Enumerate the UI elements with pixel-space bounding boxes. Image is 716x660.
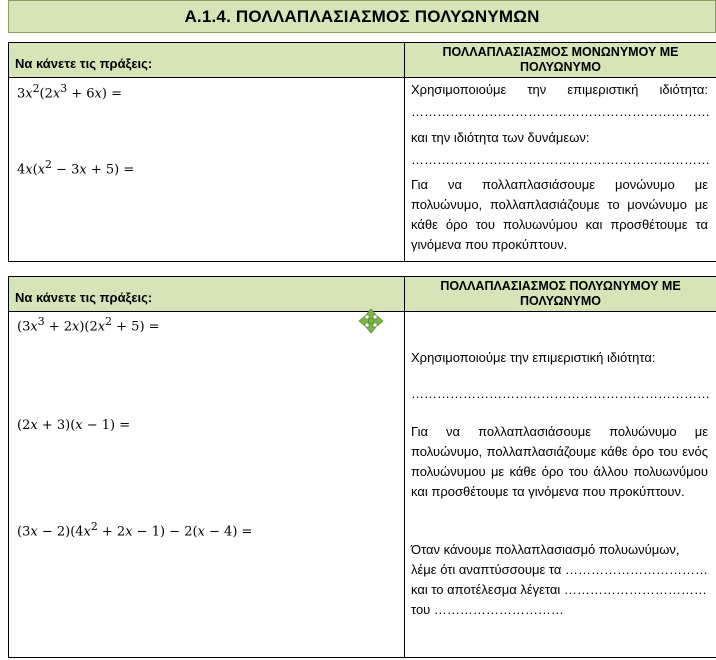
theory-paragraph: Για να πολλαπλασιάσουμε πολυώνυμο με πολυώνυμο, πολλαπλασιάζουμε κάθε όρο του ενός πολυώνυμου με κάθε όρο του άλλου πολυωνύμου και προσθέτουμε τα γινόμενα που προκύπτουν. [411,424,708,499]
theory-header: ΠΟΛΛΑΠΛΑΣΙΑΣΜΟΣ ΠΟΛΥΩΝΥΜΟΥ ΜΕ ΠΟΛΥΩΝΥΜΟ [405,277,716,312]
fill-in-dots: …………………………………………………………… [411,104,710,119]
exercise-1: $3x^2(2x^3 + 6x)$ = [17,82,122,102]
exercise-2: $4x(x^2 - 3x + 5)$ = [17,158,135,178]
theory-paragraph: Για να πολλαπλασιάσουμε μονώνυμο με πολυώνυμο, πολλαπλασιάζουμε το μονώνυμο με κάθε όρο του πολυωνύμου και προσθέτουμε τα γινόμενα που προκύπτουν. [411,177,708,252]
theory-cell [405,312,716,658]
exercise-5: $(3x - 2)(4x^2 + 2x - 1) - 2(x - 4)$ = [17,520,253,540]
theory-line: και την ιδιότητα των δυνάμεων: [411,130,590,145]
exercises-cell[interactable] [9,78,405,262]
theory-cell [405,78,716,262]
fill-in-dots: …………………………………………………………… [411,152,710,167]
page-title: Α.1.4. ΠΟΛΛΑΠΛΑΣΙΑΣΜΟΣ ΠΟΛΥΩΝΥΜΩΝ [8,0,716,33]
exercise-4: (2x + 3)(x − 1) = [17,418,131,433]
move-arrows-icon[interactable] [358,308,384,334]
exercises-cell[interactable] [9,312,405,658]
theory-line: του ………………………… [411,602,564,617]
theory-line: λέμε ότι αναπτύσσουμε τα …………………………… [411,562,708,577]
theory-line: και το αποτέλεσμα λέγεται …………………………… [411,582,707,597]
fill-in-dots: …………………………………………………………… [411,386,710,401]
theory-line: Χρησιμοποιούμε την επιμεριστική ιδιότητα: [411,82,708,97]
theory-line: Όταν κάνουμε πολλαπλασιασμό πολυωνύμων, [411,542,680,557]
theory-line: Χρησιμοποιούμε την επιμεριστική ιδιότητα: [411,350,656,365]
exercises-header: Να κάνετε τις πράξεις: [9,43,405,78]
theory-header: ΠΟΛΛΑΠΛΑΣΙΑΣΜΟΣ ΜΟΝΩΝΥΜΟΥ ΜΕ ΠΟΛΥΩΝΥΜΟ [405,43,716,78]
exercise-3: $(3x^3 + 2x)(2x^2 + 5)$ = [17,315,160,335]
monomial-polynomial-table [8,42,716,262]
exercises-header: Να κάνετε τις πράξεις: [9,277,405,312]
